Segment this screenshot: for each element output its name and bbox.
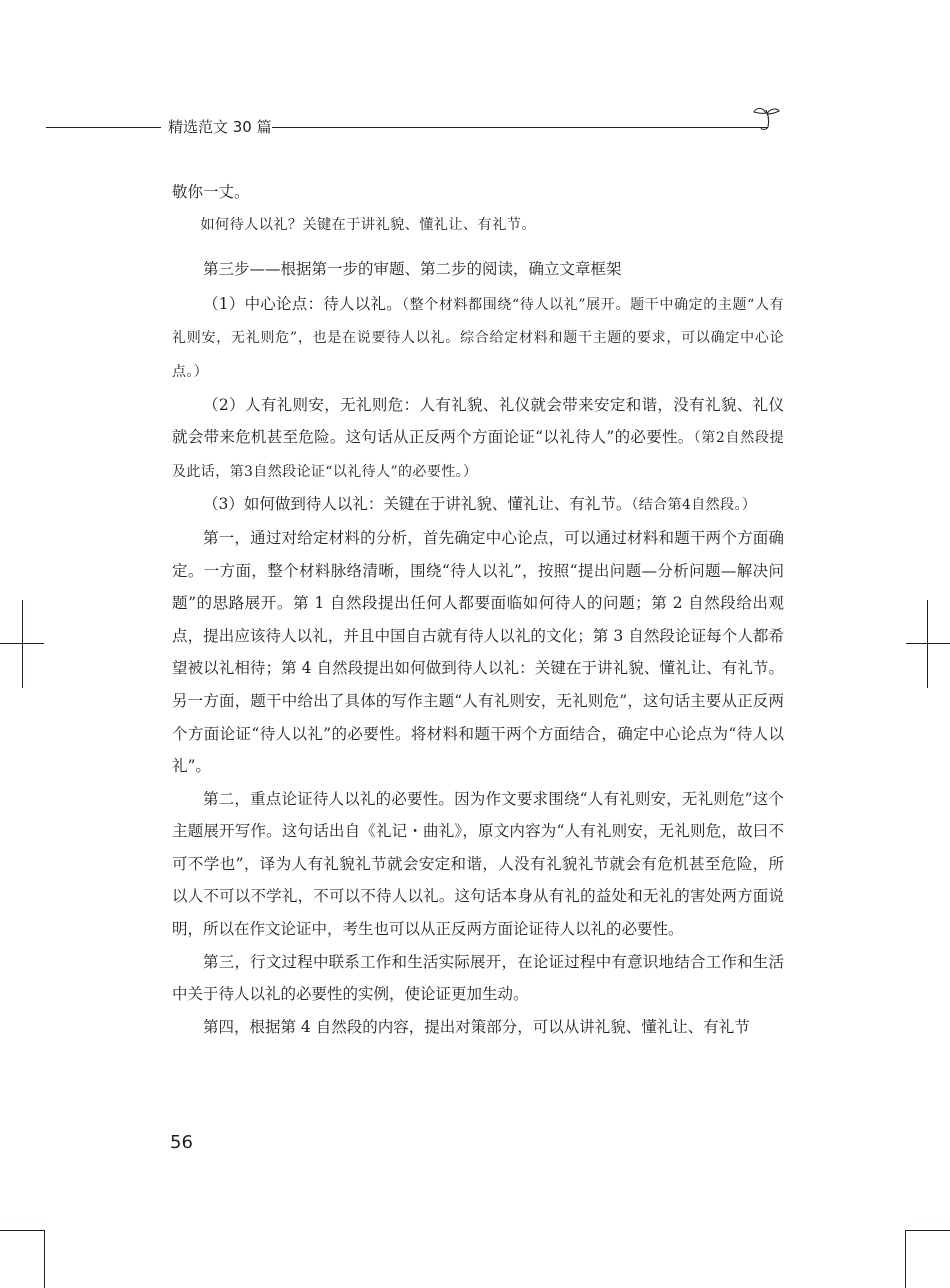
crop-mark-bottom-left-v <box>44 1230 45 1288</box>
paragraph: 第一，通过对给定材料的分析，首先确定中心论点，可以通过材料和题干两个方面确定。一方面，整个材料脉络清晰，围绕“待人以礼”，按照“提出问题—分析问题—解决问题”的思路展开。第 1 自然段提出任何人都要面临如何待人的问题；第 2 自然段给出观点，提出应该待人以礼，并且中国自古就有待人以礼的文化；第 3 自然段论证每个人都希望被以礼相待；第 4 自然段提出如何做到待人以礼：关键在于讲礼貌、懂礼让、有礼节。另一方面，题干中给出了具体的写作主题“人有礼则安，无礼则危”，这句话主要从正反两个方面论证“待人以礼”的必要性。将材料和题干两个方面结合，确定中心论点为“待人以礼”。 <box>172 528 784 776</box>
point-note: （结合第4自然段。） <box>631 497 757 514</box>
sprout-ornament-icon <box>752 104 782 132</box>
crop-mark-right-v <box>927 600 928 688</box>
body-text <box>172 176 784 1043</box>
point-label: （1）中心论点：待人以礼。 <box>203 294 402 313</box>
paragraph <box>172 488 784 522</box>
crop-mark-bottom-left-h <box>0 1230 44 1231</box>
paragraph <box>172 389 784 489</box>
crop-mark-bottom-right-v <box>905 1230 906 1288</box>
paragraph: 敬你一丈。 <box>172 183 250 201</box>
paragraph: 第二，重点论证待人以礼的必要性。因为作文要求围绕“人有礼则安，无礼则危”这个主题展开写作。这句话出自《礼记・曲礼》，原文内容为“人有礼则安，无礼则危，故曰不可不学也”，译为人有礼貌礼节就会安定和谐，人没有礼貌礼节就会有危机甚至危险，所以人不可以不学礼，不可以不待人以礼。这句话本身从有礼的益处和无礼的害处两方面说明，所以在作文论证中，考生也可以从正反两方面论证待人以礼的必要性。 <box>172 789 784 939</box>
crop-mark-left-v <box>22 600 23 688</box>
crop-mark-right-h <box>906 643 950 644</box>
section-heading: 第三步——根据第一步的审题、第二步的阅读，确立文章框架 <box>203 260 622 279</box>
running-header-title: 精选范文 30 篇 <box>168 118 272 136</box>
paragraph: 如何待人以礼？关键在于讲礼貌、懂礼让、有礼节。 <box>200 216 536 233</box>
header-rule-right <box>272 127 768 128</box>
point-note: （整个材料都围绕“待人以礼”展开。题干中确定的主题“人有礼则安，无礼则危”，也是在说要待人以礼。综合给定材料和题干主题的要求，可以确定中心论点。） <box>172 296 784 380</box>
point-label: （2）人有礼则安，无礼则危：人有礼貌、礼仪就会带来安定和谐，没有礼貌、礼仪就会带来危机甚至危险。这句话从正反两个方面论证“以礼待人”的必要性。 <box>172 395 784 447</box>
paragraph: 第四，根据第 4 自然段的内容，提出对策部分，可以从讲礼貌、懂礼让、有礼节 <box>203 1017 750 1036</box>
crop-mark-bottom-right-h <box>906 1230 950 1231</box>
point-note: （第2自然段提及此话，第3自然段论证“以礼待人”的必要性。） <box>172 430 784 480</box>
paragraph: 第三，行文过程中联系工作和生活实际展开，在论证过程中有意识地结合工作和生活中关于待人以礼的必要性的实例，使论证更加生动。 <box>172 952 784 1004</box>
paragraph <box>172 288 784 389</box>
page-number: 56 <box>170 1132 193 1153</box>
point-label: （3）如何做到待人以礼：关键在于讲礼貌、懂礼让、有礼节。 <box>203 495 632 514</box>
header-rule-left <box>46 127 161 128</box>
